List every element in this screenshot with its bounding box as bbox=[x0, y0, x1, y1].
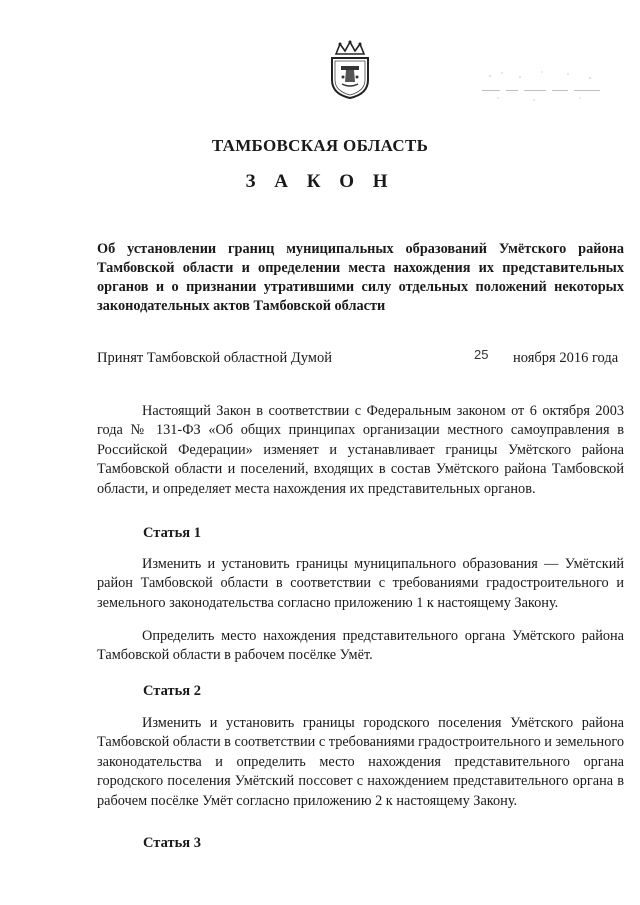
law-title: З А К О Н bbox=[245, 171, 395, 192]
adopted-day: 25 bbox=[474, 347, 489, 362]
region-title: ТАМБОВСКАЯ ОБЛАСТЬ bbox=[211, 136, 429, 155]
preamble-paragraph: Настоящий Закон в соответствии с Федеральным законом от 6 октября 2003 года № 131-ФЗ «Об общих принципах организации местного самоуправления в Российской Федерации» изменяет и устанавливает границы Умётского района Тамбовской области и поселений, входящих в состав Умётского района Тамбовской области, и определяет места нахождения их представительных органов. bbox=[97, 403, 624, 497]
article-1-title: Статья 1 bbox=[143, 525, 201, 541]
article-1-paragraph-1: Изменить и установить границы муниципального образования — Умётский район Тамбовской области в соответствии с требованиями градостроительного и земельного законодательства согласно приложению 1 к настоящему Закону. bbox=[97, 556, 624, 611]
article-2-title: Статья 2 bbox=[143, 683, 201, 699]
article-3-title: Статья 3 bbox=[143, 835, 201, 851]
faint-stamp-marks bbox=[480, 68, 610, 108]
law-heading: Об установлении границ муниципальных образований Умётского района Тамбовской области и определении места нахождения их представительных органов и о признании утратившими силу отдельных положений некоторых законодательных актов Тамбовской области bbox=[97, 241, 624, 314]
adopted-by-text: Принят Тамбовской областной Думой bbox=[97, 350, 332, 366]
adopted-date: ноября 2016 года bbox=[513, 350, 619, 366]
article-2-paragraph-1: Изменить и установить границы городского поселения Умётского района Тамбовской области в соответствии с требованиями градостроительного и земельного законодательства и определить место нахождения представительного органа городского поселения Умётский поссовет с нахождением представительного органа в рабочем посёлке Умёт согласно приложению 2 к настоящему Закону. bbox=[97, 715, 625, 809]
article-1-paragraph-2: Определить место нахождения представительного органа Умётского района Тамбовской области в рабочем посёлке Умёт. bbox=[97, 628, 624, 664]
tambov-coat-of-arms-icon bbox=[328, 40, 372, 100]
